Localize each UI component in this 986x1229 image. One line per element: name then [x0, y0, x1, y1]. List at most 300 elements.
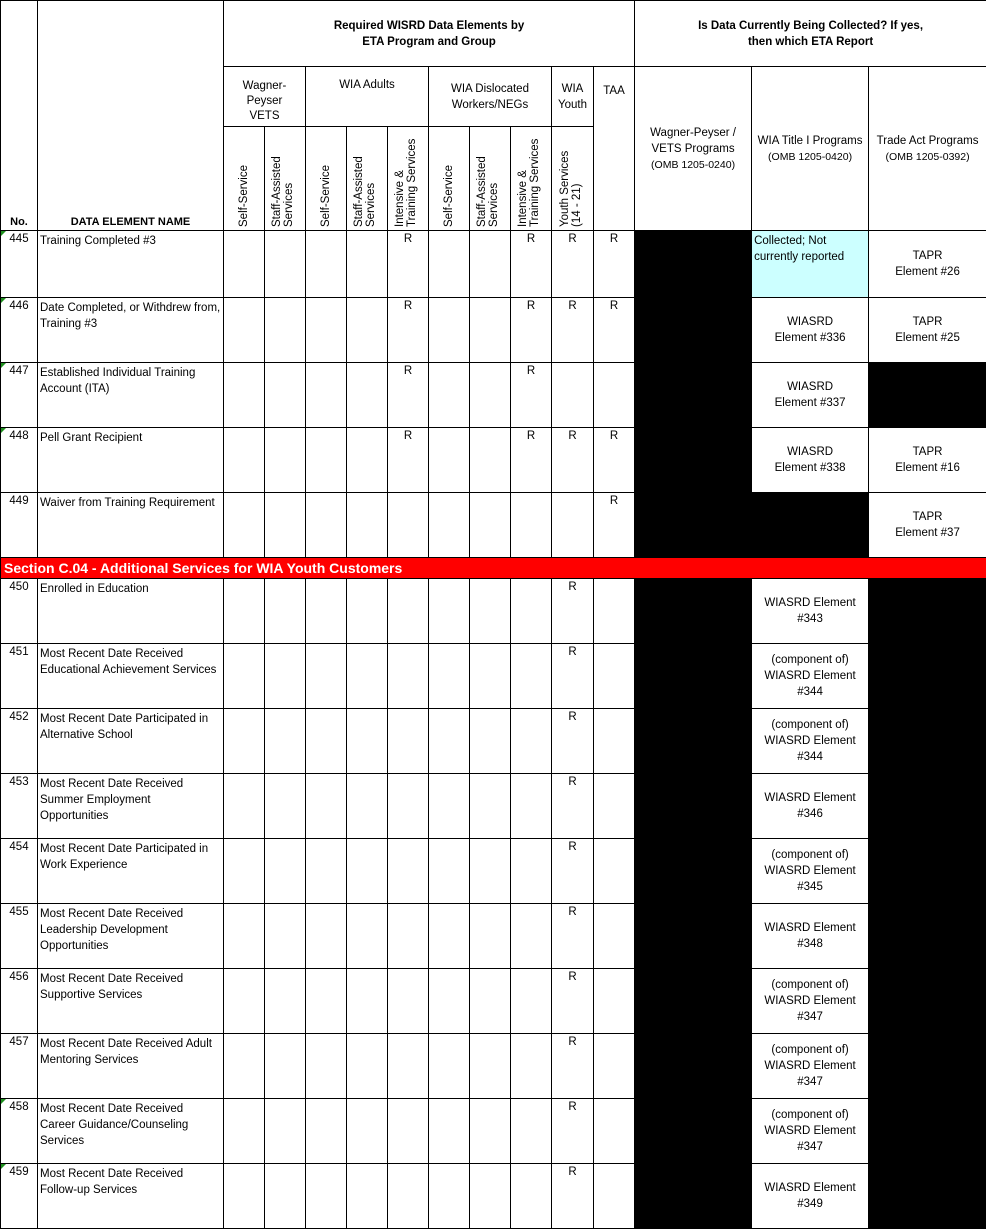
- row-number: [1, 709, 38, 774]
- row-number: [1, 1099, 38, 1164]
- required-mark: [429, 428, 470, 493]
- required-mark: [347, 904, 388, 969]
- data-element-name: Training Completed #3: [38, 231, 224, 298]
- required-mark: [511, 774, 552, 839]
- row-number: [1, 493, 38, 558]
- required-mark: [511, 904, 552, 969]
- data-element-name: Most Recent Date Received Supportive Services: [38, 969, 224, 1034]
- subcol-label: Self-Service: [320, 161, 332, 227]
- wp-report-cell: [635, 969, 752, 1034]
- wia-report-text: WIASRD Element #338: [770, 444, 850, 476]
- table-row: [1, 579, 986, 644]
- wia-report-cell: Collected; Not currently reported: [752, 231, 869, 298]
- required-mark: [347, 969, 388, 1034]
- required-mark: R: [552, 428, 594, 493]
- wp-report-cell: [635, 298, 752, 363]
- report-col-wia: [752, 67, 869, 231]
- column-header-no: No.: [1, 1, 38, 231]
- wp-report-cell: [635, 644, 752, 709]
- wp-report-cell: [635, 1164, 752, 1229]
- required-mark: [470, 298, 511, 363]
- wia-report-cell: [752, 904, 869, 969]
- required-mark: [470, 969, 511, 1034]
- required-mark: R: [552, 774, 594, 839]
- required-mark: [265, 298, 306, 363]
- required-mark: [224, 1034, 265, 1099]
- required-mark: [265, 1099, 306, 1164]
- wp-report-cell: [635, 839, 752, 904]
- required-mark: R: [594, 231, 635, 298]
- subcol-wp-staff-assisted: [265, 127, 306, 231]
- required-mark: [224, 493, 265, 558]
- required-mark: [470, 363, 511, 428]
- required-mark: [224, 839, 265, 904]
- required-mark: R: [388, 231, 429, 298]
- required-mark: [470, 493, 511, 558]
- wp-report-cell: [635, 1099, 752, 1164]
- data-element-name: Waiver from Training Requirement: [38, 493, 224, 558]
- report-col-wagner-peyser-omb: (OMB 1205-0240): [635, 157, 751, 173]
- wia-report-cell: [752, 774, 869, 839]
- required-mark: R: [511, 231, 552, 298]
- wp-report-cell: [635, 579, 752, 644]
- required-mark: [265, 644, 306, 709]
- table-row: [1, 1034, 986, 1099]
- comment-indicator-icon: [1, 231, 6, 236]
- required-mark: [388, 579, 429, 644]
- wia-report-text: (component of) WIASRD Element #347: [760, 1107, 860, 1155]
- required-mark: [388, 1099, 429, 1164]
- required-mark: [306, 969, 347, 1034]
- row-number-text: 455: [9, 906, 28, 918]
- required-mark: R: [552, 644, 594, 709]
- required-mark: [265, 904, 306, 969]
- required-mark: [347, 839, 388, 904]
- required-mark: [265, 428, 306, 493]
- wia-report-cell: [752, 493, 869, 558]
- required-mark: [388, 1164, 429, 1229]
- required-mark: [429, 969, 470, 1034]
- data-element-name: Most Recent Date Participated in Alternative School: [38, 709, 224, 774]
- row-number: [1, 1034, 38, 1099]
- wia-report-text: WIASRD Element #349: [760, 1180, 860, 1212]
- data-element-name: Most Recent Date Received Career Guidance/Counseling Services: [38, 1099, 224, 1164]
- required-mark: [347, 579, 388, 644]
- subcol-adult-staff-assisted: [347, 127, 388, 231]
- data-element-name: Most Recent Date Received Leadership Development Opportunities: [38, 904, 224, 969]
- row-number: [1, 969, 38, 1034]
- required-mark: [265, 839, 306, 904]
- required-mark: [429, 839, 470, 904]
- table-row: [1, 231, 986, 298]
- required-mark: [265, 969, 306, 1034]
- required-mark: [265, 774, 306, 839]
- required-mark: [594, 1099, 635, 1164]
- required-mark: [265, 493, 306, 558]
- required-mark: R: [552, 1164, 594, 1229]
- row-number-text: 457: [9, 1036, 28, 1048]
- trade-report-cell: [869, 644, 986, 709]
- trade-report-cell: [869, 1099, 986, 1164]
- subcol-dw-self-service: [429, 127, 470, 231]
- required-mark: [224, 1099, 265, 1164]
- required-mark: [594, 774, 635, 839]
- required-mark: [429, 1034, 470, 1099]
- column-header-data-element-name: DATA ELEMENT NAME: [38, 1, 224, 231]
- row-number: [1, 231, 38, 298]
- group-label-wagner-peyser: Wagner-Peyser VETS: [235, 79, 295, 124]
- data-collected-header: [635, 1, 986, 67]
- required-mark: [306, 363, 347, 428]
- group-label-wia-dislocated: WIA Dislocated Workers/NEGs: [435, 81, 545, 113]
- wia-report-text: WIASRD Element #336: [770, 314, 850, 346]
- required-mark: R: [594, 298, 635, 363]
- subcol-label: Self-Service: [238, 161, 250, 227]
- required-mark: [265, 1034, 306, 1099]
- data-element-name: Most Recent Date Received Summer Employment Opportunities: [38, 774, 224, 839]
- required-mark: R: [594, 493, 635, 558]
- required-mark: [265, 709, 306, 774]
- row-number: [1, 363, 38, 428]
- report-col-wagner-peyser-name: Wagner-Peyser / VETS Programs: [643, 125, 743, 157]
- report-col-wagner-peyser: [635, 67, 752, 231]
- required-mark: [388, 774, 429, 839]
- trade-report-cell: [869, 904, 986, 969]
- trade-report-cell: [869, 709, 986, 774]
- required-mark: R: [552, 709, 594, 774]
- required-mark: [224, 231, 265, 298]
- row-number-text: 456: [9, 971, 28, 983]
- subcol-label: Intensive & Training Services: [394, 127, 422, 227]
- trade-report-text: TAPR Element #26: [893, 248, 963, 280]
- required-mark: R: [552, 969, 594, 1034]
- trade-report-text: TAPR Element #25: [893, 314, 963, 346]
- wp-report-cell: [635, 774, 752, 839]
- row-number-text: 453: [9, 776, 28, 788]
- data-element-name: Most Recent Date Received Adult Mentoring Services: [38, 1034, 224, 1099]
- required-elements-header: [224, 1, 635, 67]
- section-body: [1, 558, 986, 579]
- required-mark: R: [594, 428, 635, 493]
- required-mark: [347, 1099, 388, 1164]
- subcol-label: Staff-Assisted Services: [271, 145, 299, 227]
- group-header-wia-dislocated: [429, 67, 552, 127]
- required-mark: [347, 644, 388, 709]
- wia-report-cell: [752, 1034, 869, 1099]
- required-mark: [429, 904, 470, 969]
- data-collected-title: Is Data Currently Being Collected? If yes, then which ETA Report: [691, 18, 931, 50]
- required-mark: R: [388, 298, 429, 363]
- trade-report-cell: [869, 298, 986, 363]
- trade-report-cell: [869, 493, 986, 558]
- wp-report-cell: [635, 493, 752, 558]
- subcol-label: Staff-Assisted Services: [476, 145, 504, 227]
- wia-report-cell: [752, 1099, 869, 1164]
- required-mark: [429, 231, 470, 298]
- trade-report-cell: [869, 1164, 986, 1229]
- trade-report-cell: [869, 428, 986, 493]
- row-number-text: 458: [9, 1101, 28, 1113]
- table-row: [1, 774, 986, 839]
- section-row: [1, 558, 986, 579]
- wia-report-cell: [752, 298, 869, 363]
- data-element-name: Most Recent Date Received Follow-up Services: [38, 1164, 224, 1229]
- required-mark: [594, 969, 635, 1034]
- required-mark: [429, 644, 470, 709]
- data-element-name: Most Recent Date Participated in Work Experience: [38, 839, 224, 904]
- wia-report-text: (component of) WIASRD Element #347: [760, 977, 860, 1025]
- required-mark: [470, 774, 511, 839]
- required-mark: [470, 231, 511, 298]
- required-mark: [594, 579, 635, 644]
- row-number-text: 452: [9, 711, 28, 723]
- subcol-wp-self-service: [224, 127, 265, 231]
- required-mark: [594, 644, 635, 709]
- required-mark: [511, 1164, 552, 1229]
- required-mark: [552, 363, 594, 428]
- row-number-text: 459: [9, 1166, 28, 1178]
- required-mark: [594, 363, 635, 428]
- row-number: [1, 774, 38, 839]
- report-col-trade: [869, 67, 986, 231]
- required-mark: [388, 493, 429, 558]
- required-mark: [224, 428, 265, 493]
- group-header-wia-adults: WIA Adults: [306, 67, 429, 127]
- required-mark: [594, 1164, 635, 1229]
- required-mark: [511, 709, 552, 774]
- table-row: [1, 428, 986, 493]
- wp-report-cell: [635, 231, 752, 298]
- row-number-text: 447: [9, 365, 28, 377]
- data-element-name: Most Recent Date Received Educational Achievement Services: [38, 644, 224, 709]
- required-mark: R: [511, 298, 552, 363]
- row-number-text: 449: [9, 495, 28, 507]
- row-number-text: 451: [9, 646, 28, 658]
- required-mark: [429, 363, 470, 428]
- wia-report-text: (component of) WIASRD Element #344: [760, 717, 860, 765]
- required-mark: [470, 579, 511, 644]
- required-elements-title: Required WISRD Data Elements by ETA Program and Group: [324, 18, 534, 50]
- trade-report-cell: [869, 1034, 986, 1099]
- required-mark: [224, 363, 265, 428]
- data-element-name: Date Completed, or Withdrew from, Training #3: [38, 298, 224, 363]
- wia-report-text: WIASRD Element #346: [760, 790, 860, 822]
- required-mark: [594, 709, 635, 774]
- required-mark: [470, 428, 511, 493]
- row-number: [1, 904, 38, 969]
- required-mark: [470, 709, 511, 774]
- required-mark: R: [552, 231, 594, 298]
- wp-report-cell: [635, 709, 752, 774]
- table-body-a: [1, 231, 986, 558]
- subcol-label: Youth Services (14 - 21): [559, 133, 587, 227]
- required-mark: [306, 231, 347, 298]
- required-mark: [347, 493, 388, 558]
- wia-report-cell: [752, 839, 869, 904]
- table-row: [1, 363, 986, 428]
- comment-indicator-icon: [1, 298, 6, 303]
- required-mark: [224, 298, 265, 363]
- row-number-text: 448: [9, 430, 28, 442]
- report-col-wia-omb: (OMB 1205-0420): [752, 149, 868, 165]
- required-mark: [388, 839, 429, 904]
- trade-report-text: TAPR Element #16: [893, 444, 963, 476]
- subcol-dw-staff-assisted: [470, 127, 511, 231]
- row-number: [1, 428, 38, 493]
- wia-report-cell: [752, 579, 869, 644]
- group-header-taa: TAA: [594, 67, 635, 231]
- required-mark: [224, 904, 265, 969]
- required-mark: [511, 493, 552, 558]
- row-number: [1, 579, 38, 644]
- required-mark: [306, 839, 347, 904]
- subcol-label: Intensive & Training Services: [517, 127, 545, 227]
- wia-report-text: WIASRD Element #343: [760, 595, 860, 627]
- wia-report-text: WIASRD Element #348: [760, 920, 860, 952]
- required-mark: [429, 774, 470, 839]
- required-mark: [470, 644, 511, 709]
- comment-indicator-icon: [1, 1164, 6, 1169]
- required-mark: [429, 1164, 470, 1229]
- required-mark: [429, 493, 470, 558]
- table-row: [1, 1099, 986, 1164]
- row-number: [1, 839, 38, 904]
- required-mark: R: [552, 298, 594, 363]
- required-mark: [594, 904, 635, 969]
- row-number: [1, 298, 38, 363]
- subcol-youth-services: [552, 127, 594, 231]
- group-label-wia-youth: WIA Youth: [558, 81, 588, 113]
- table-row: [1, 839, 986, 904]
- trade-report-text: TAPR Element #37: [893, 509, 963, 541]
- required-mark: [511, 969, 552, 1034]
- required-mark: [265, 363, 306, 428]
- wp-report-cell: [635, 1034, 752, 1099]
- wp-report-cell: [635, 904, 752, 969]
- required-mark: [470, 839, 511, 904]
- trade-report-cell: [869, 839, 986, 904]
- subcol-label: Self-Service: [443, 161, 455, 227]
- required-mark: [552, 493, 594, 558]
- required-mark: [511, 839, 552, 904]
- required-mark: [429, 709, 470, 774]
- required-mark: R: [388, 363, 429, 428]
- required-mark: [306, 493, 347, 558]
- table-row: [1, 644, 986, 709]
- required-mark: [265, 1164, 306, 1229]
- required-mark: [347, 231, 388, 298]
- wia-report-text: WIASRD Element #337: [770, 379, 850, 411]
- required-mark: R: [552, 1034, 594, 1099]
- required-mark: [347, 298, 388, 363]
- required-mark: [224, 774, 265, 839]
- table-row: [1, 904, 986, 969]
- required-mark: [347, 1164, 388, 1229]
- table-row: [1, 1164, 986, 1229]
- row-number-text: 446: [9, 300, 28, 312]
- wia-report-cell: [752, 709, 869, 774]
- required-mark: [265, 579, 306, 644]
- required-mark: [388, 904, 429, 969]
- required-mark: [511, 579, 552, 644]
- table-row: [1, 298, 986, 363]
- subcol-label: Staff-Assisted Services: [353, 145, 381, 227]
- required-mark: R: [388, 428, 429, 493]
- required-mark: [306, 579, 347, 644]
- wia-report-text: (component of) WIASRD Element #347: [760, 1042, 860, 1090]
- required-mark: [224, 969, 265, 1034]
- required-mark: [347, 428, 388, 493]
- subcol-adult-intensive: [388, 127, 429, 231]
- required-mark: [388, 644, 429, 709]
- required-mark: [470, 904, 511, 969]
- row-number: [1, 644, 38, 709]
- required-mark: [224, 709, 265, 774]
- required-mark: [347, 774, 388, 839]
- required-mark: [265, 231, 306, 298]
- required-mark: R: [511, 363, 552, 428]
- trade-report-cell: [869, 231, 986, 298]
- row-number-text: 450: [9, 581, 28, 593]
- wia-report-cell: [752, 363, 869, 428]
- required-mark: [470, 1034, 511, 1099]
- required-mark: [470, 1099, 511, 1164]
- required-mark: R: [552, 579, 594, 644]
- required-mark: [306, 298, 347, 363]
- data-element-name: Pell Grant Recipient: [38, 428, 224, 493]
- required-mark: [306, 1034, 347, 1099]
- trade-report-cell: [869, 363, 986, 428]
- table-row: [1, 709, 986, 774]
- required-mark: [306, 904, 347, 969]
- required-mark: [224, 644, 265, 709]
- wp-report-cell: [635, 428, 752, 493]
- section-title: Section C.04 - Additional Services for WIA Youth Customers: [1, 558, 986, 579]
- required-mark: [388, 1034, 429, 1099]
- required-mark: [306, 1099, 347, 1164]
- required-mark: [511, 1099, 552, 1164]
- row-number: [1, 1164, 38, 1229]
- required-mark: [306, 1164, 347, 1229]
- required-mark: [224, 579, 265, 644]
- wp-report-cell: [635, 363, 752, 428]
- comment-indicator-icon: [1, 428, 6, 433]
- required-mark: R: [552, 1099, 594, 1164]
- report-col-trade-omb: (OMB 1205-0392): [869, 149, 986, 165]
- table-row: [1, 493, 986, 558]
- required-mark: [347, 709, 388, 774]
- data-element-name: Established Individual Training Account (ITA): [38, 363, 224, 428]
- subcol-adult-self-service: [306, 127, 347, 231]
- data-element-name: Enrolled in Education: [38, 579, 224, 644]
- required-mark: [429, 1099, 470, 1164]
- required-mark: R: [511, 428, 552, 493]
- required-mark: [224, 1164, 265, 1229]
- required-mark: [511, 1034, 552, 1099]
- trade-report-cell: [869, 579, 986, 644]
- required-mark: [594, 1034, 635, 1099]
- comment-indicator-icon: [1, 1099, 6, 1104]
- required-mark: [347, 1034, 388, 1099]
- table-row: [1, 969, 986, 1034]
- row-number-text: 445: [9, 233, 28, 245]
- report-col-trade-name: Trade Act Programs: [869, 133, 986, 149]
- required-mark: [594, 839, 635, 904]
- required-mark: [429, 298, 470, 363]
- wia-report-cell: [752, 428, 869, 493]
- required-mark: [429, 579, 470, 644]
- required-mark: [306, 644, 347, 709]
